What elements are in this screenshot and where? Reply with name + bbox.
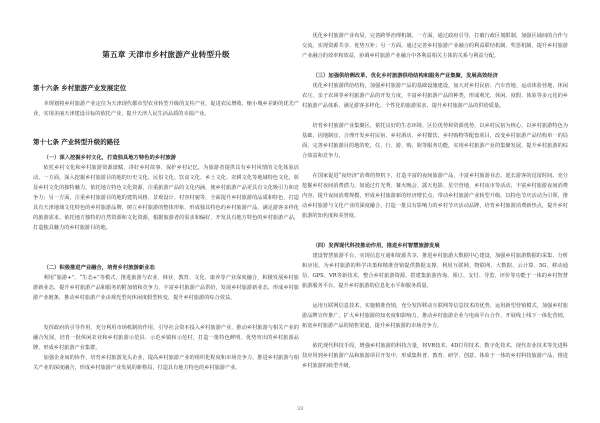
paragraph: 加强企业间的协作，培育乡村旅游龙头企业，提高乡村旅游产业的组织化程度和市场竞争力，推进乡村旅游与相关产业的深度融合，形成乡村旅游产业发展的新格局，打造具有地方特色的乡村旅游产业。	[33, 355, 299, 371]
left-column	[33, 31, 299, 383]
article-heading: 第十六条 乡村旅游产业发展定位	[33, 84, 127, 92]
paragraph: 建设智慧旅游平台，实现信息互通和资源共享，推进乡村旅游大数据中心建设，加强乡村旅游数据的采集、分析和应用，为乡村旅游的科学决策和精准营销提供数据支撑。利用互联网、物联网、大数据、云计算、5G、移动通信、GPS、VR等新技术，整合乡村旅游资源，搭建集旅游咨询、预订、支付、导览、评价等功能于一体的乡村智慧旅游服务平台，提升乡村旅游的信息化水平和服务质量。	[302, 253, 568, 289]
paragraph: 优化乡村旅游产业布局，完善跨界治理机制。一方面，通过政府引导，打破行政区划限制，加强区域间的合作与交流，实现资源共享、优势互补；另一方面，通过完善乡村旅游产业融合的利益联结机制、奖惩机制，提升乡村旅游产业融合的效率和效益，协调乡村旅游产业融合中各利益相关主体的关系与利益分配。	[302, 33, 568, 59]
paragraph: 优化乡村旅游供给结构，加强乡村旅游产品的基础设施建设，加大对乡村民宿、汽车营地、运动体验营地、休闲农庄、亲子农场等乡村旅游产品的开发力度，丰富乡村旅游产品的种类，形成观光、休闲、度假、体验等多元化的乡村旅游产品体系，满足游客多样化、个性化的旅游需求，提升乡村旅游产品的供给质量。	[302, 83, 568, 109]
right-column	[302, 31, 568, 371]
page-number: 33	[296, 406, 304, 412]
paragraph: 在国家促进“夜经济”消费的契机下，打造丰富的夜间旅游产品，丰富乡村旅游业态，延长游客的逗留时间。充分挖掘乡村夜间消费潜力，如通过灯光秀、篝火晚会、露天电影、星空营地、乡村夜市等活动，丰富乡村旅游夜间消费内容，提升夜间消费规模，形成乡村旅游新的经济增长点，带动乡村旅游产业转型升级。以特色节庆活动为引领，推动乡村旅游与文化产业的深度融合，打造一批具有影响力的乡村节庆活动品牌，培育乡村旅游消费新热点，提升乡村旅游的知名度和美誉度。	[302, 173, 568, 219]
paragraph: 利用“旅游+”、“生态+”等模式，推进旅游与农业、林业、教育、文化、康养等产业深度融合，积极发展乡村旅游新业态，提升乡村旅游产品和服务的附加值和竞争力，丰富乡村旅游产品供给，发展乡村旅游新业态，形成乡村旅游产业链条，推动乡村旅游产业由观光型向休闲度假型转变，提升乡村旅游的综合效益。	[33, 275, 299, 301]
article-heading: 第十七条 产业转型升级的路径	[33, 138, 120, 146]
section-subheading: （一）深入挖掘乡村文化，打造独具地方特色的乡村旅游	[43, 155, 176, 161]
section-subheading: （四）发挥现代科技推动作用，推进乡村智慧旅游发展	[312, 243, 440, 249]
chapter-title: 第五章 天津市乡村旅游产业转型升级	[102, 50, 230, 59]
right-column-body	[302, 31, 568, 371]
left-column-body	[33, 83, 299, 383]
paragraph: 培育乡村旅游产业集聚区，依托良好的生态环境、区位优势和资源优势，以乡村民宿为核心，以乡村旅游特色为基础，因地制宜，合理开发乡村民宿、乡村酒店、乡村餐饮、乡村购物等配套项目，改变乡村旅游产品结构单一的局面，完善乡村旅游目的地的吃、住、行、游、购、娱等服务功能，实现乡村旅游产业的集聚发展，提升乡村旅游的综合效益和竞争力。	[302, 123, 568, 159]
paragraph: 运用互联网信息技术，实施精准营销，充分发挥移动互联网等信息技术的优势，运用新型营销模式，加强乡村旅游品牌宣传推广，扩大乡村旅游的知名度和影响力。推动乡村旅游企业与电商平台合作，开展线上线下一体化营销，拓宽乡村旅游产品的销售渠道，提升乡村旅游的市场竞争力。	[302, 303, 568, 329]
paragraph: 依托乡村文化和乡村旅游资源禀赋，讲好乡村故事、保护乡村记忆，为旅游者提供具有乡村风情的文化体验活动。一方面，深入挖掘乡村旅游目的地的历史文化、民俗文化、饮食文化、乡土文化、农耕文化等地域特色文化，彰显乡村文化的独特魅力，依托地方特色文化资源，注重旅游产品的文化内涵，使乡村旅游产品更具有文化吸引力和竞争力；另一方面，注重乡村旅游目的地的建筑风格、景观设计、村容村貌等，全面提升乡村旅游的品质和特色，打造具有天津地域文化特色的乡村旅游品牌，树立乡村旅游的整体形象，形成独具特色的乡村旅游产品，满足游客多样化的旅游需求。依托地方独特的自然资源和文化资源，根据旅游者的需求和偏好，开发具有地方特色的乡村旅游产品，打造独具魅力的乡村旅游目的地。	[33, 165, 299, 231]
section-subheading: （二）积极推进产业融合，培育乡村旅游新业态	[43, 265, 155, 271]
paragraph: 发挥政府的引导作用，充分利用市场机制的作用，引导社会资本投入乡村旅游产业，推动乡村旅游与相关产业的融合发展，培育一批休闲农业和乡村旅游示范县、示范乡镇和示范村，打造一批特色鲜明、优势突出的乡村旅游品牌，形成乡村旅游产业集群。	[33, 325, 299, 351]
paragraph: 本规划将乡村旅游产业定位为天津现代都市型农业转型升级的支柱产业，促进农民增收、缩小城乡差距的优先产业，实现美丽天津建设目标的依托产业，提升天津人民生活品质的幸福产业。	[33, 101, 299, 117]
paragraph: 依托现代科技手段，增强乡村旅游的科技含量，将VR技术、4D打印技术、数字化技术、现代农业技术等先进科技应用到乡村旅游产品和旅游项目开发中，形成集科普、教育、研学、创意、体验于一体的乡村科技旅游产品，推进乡村旅游的转型升级。	[302, 343, 568, 369]
section-subheading: （三）加强供给侧改革，优化乡村旅游供给结构和服务产业集聚，发展高效经济	[312, 73, 498, 79]
